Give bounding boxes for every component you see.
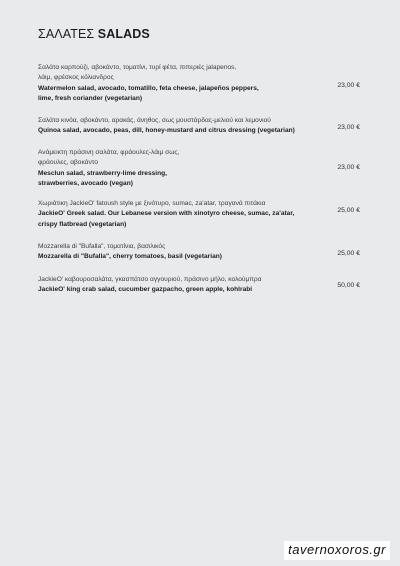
section-title <box>38 27 150 41</box>
menu-item-mozzarella <box>38 242 328 263</box>
item-description-english: JackieO' Greek salad. Our Lebanese version with xinotyro cheese, sumac, za'atar, crispy flatbread (vegetarian) <box>38 210 295 228</box>
menu-item-quinoa-salad <box>38 116 328 137</box>
section-title-greek: ΣΑΛΑΤΕΣ <box>38 27 98 41</box>
item-description-english: Quinoa salad, avocado, peas, dill, honey-mustard and citrus dressing (vegetarian) <box>38 127 295 135</box>
item-price: 23,00 € <box>337 82 360 89</box>
item-description-english: JackieO' king crab salad, cucumber gazpacho, green apple, kohlrabi <box>38 286 253 294</box>
item-price: 50,00 € <box>337 282 360 289</box>
item-description-greek: Mozzarella di "Bufalla", τοματίνια, βασιλικός <box>38 243 166 250</box>
site-watermark: tavernoxoros.gr <box>284 541 390 560</box>
item-description-greek: JackieO' καβουροσαλάτα, γκασπάτσο αγγουριού, πράσινο μήλο, κολούμπρα <box>38 276 262 283</box>
item-price: 23,00 € <box>337 164 360 171</box>
menu-item-greek-salad <box>38 199 328 230</box>
item-price: 23,00 € <box>337 124 360 131</box>
menu-item-king-crab-salad <box>38 275 328 296</box>
item-description-greek: Ανάμεικτη πράσινη σαλάτα, φράουλες-λάιμ σως, φράουλες, αβοκάντο <box>38 149 180 167</box>
item-description-greek: Χωριάτικη JackieO' fatoush style με ξινότυρο, sumac, za'atar, τραγανά πιτάκια <box>38 200 266 207</box>
item-description-english: Mesclun salad, strawberry-lime dressing, strawberries, avocado (vegan) <box>38 169 167 187</box>
section-title-english: SALADS <box>97 27 150 41</box>
menu-item-watermelon-salad <box>38 63 328 104</box>
item-description-greek: Σαλάτα κινόα, αβοκάντο, αρακάς, άνηθος, σως μουστάρδας-μελιού και λεμονιού <box>38 117 271 124</box>
item-price: 25,00 € <box>337 207 360 214</box>
item-price: 25,00 € <box>337 250 360 257</box>
item-description-english: Mozzarella di "Bufalla", cherry tomatoes, basil (vegetarian) <box>38 253 222 261</box>
item-description-english: Watermelon salad, avocado, tomatillo, feta cheese, jalapeños peppers, lime, fresh coriander (vegetarian) <box>38 84 259 102</box>
menu-item-mesclun-salad <box>38 148 328 189</box>
item-description-greek: Σαλάτα καρπούζι, αβοκάντο, τοματίνι, τυρί φέτα, πιπεριές jalapenos, λάιμ, φρέσκος κόλιανδρος <box>38 64 237 82</box>
